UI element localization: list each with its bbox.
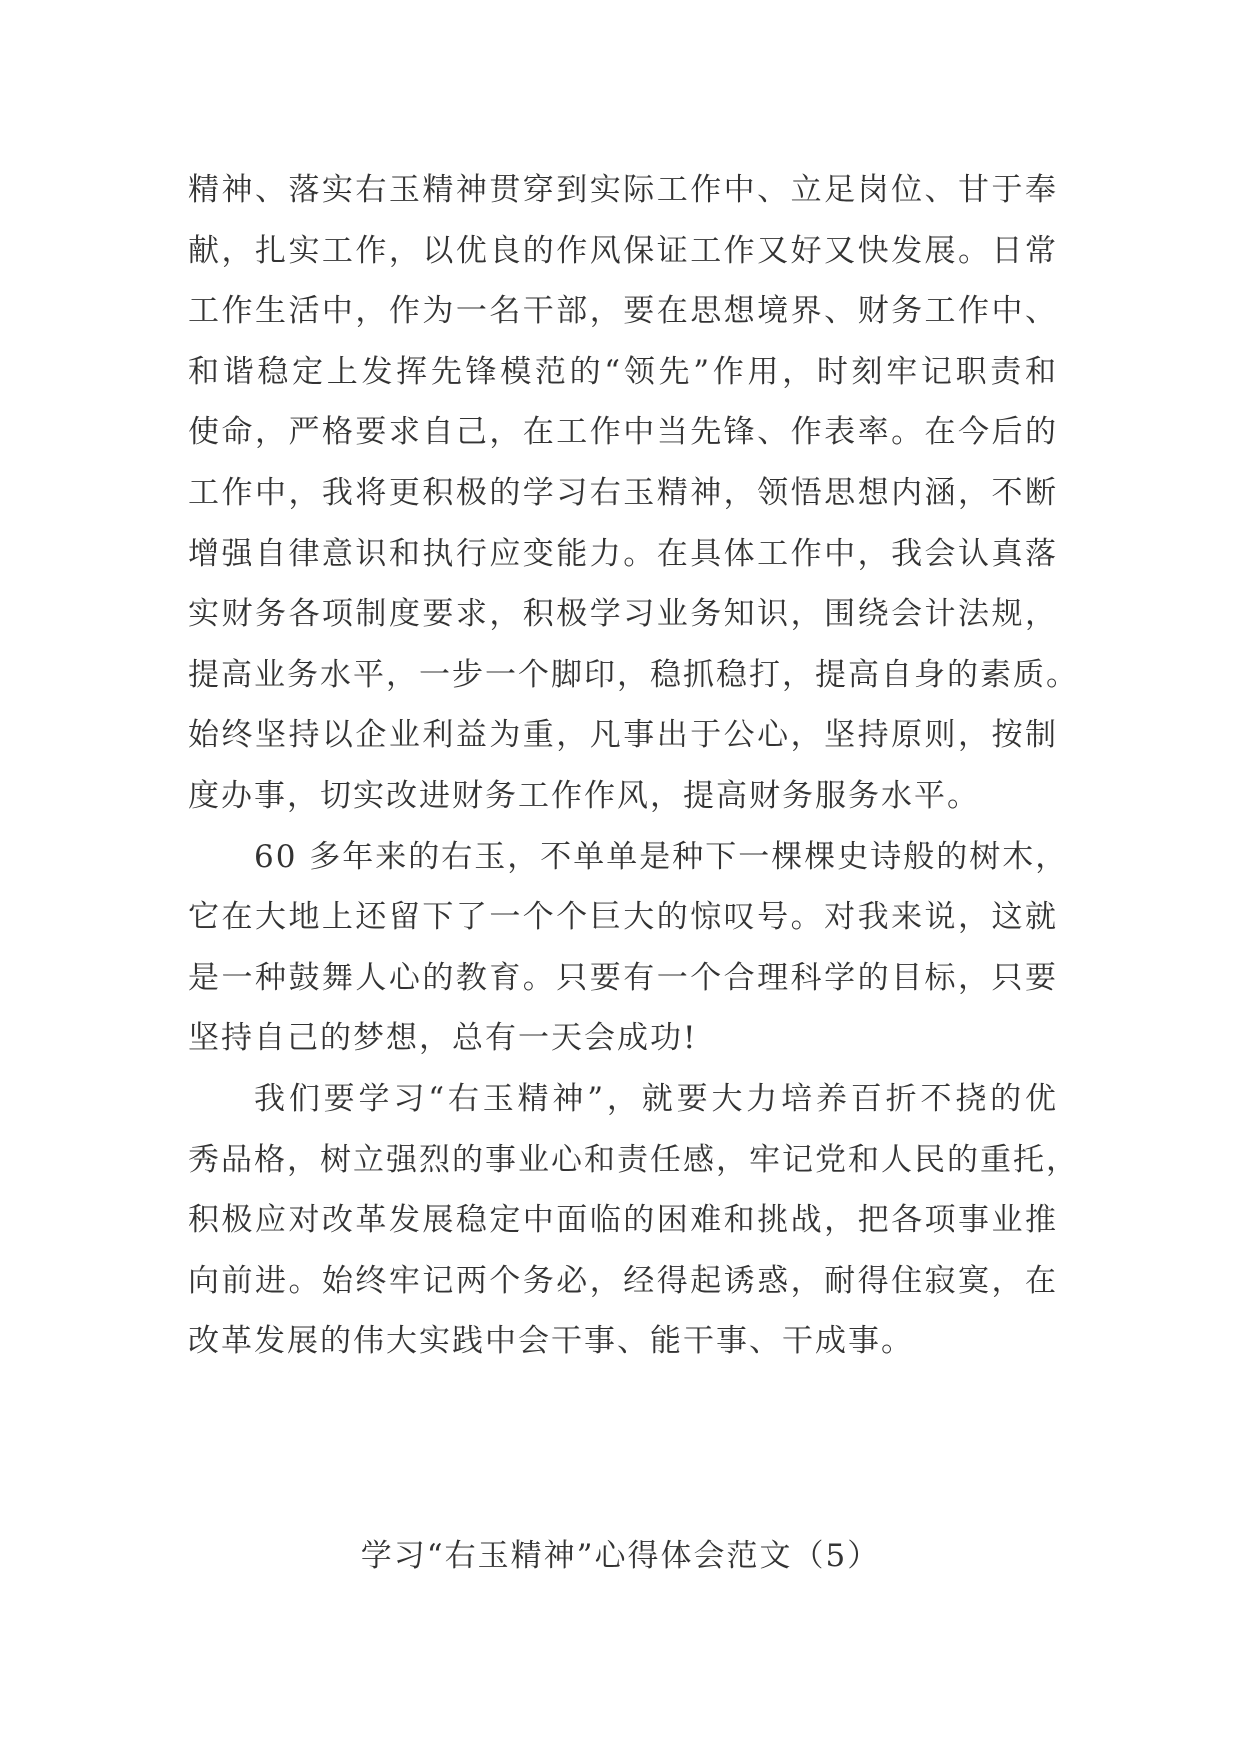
text-line: 60 多年来的右玉，不单单是种下一棵棵史诗般的树木， <box>254 838 1069 875</box>
text-line: 增强自律意识和执行应变能力。在具体工作中，我会认真落 <box>188 535 1058 572</box>
text-line: 积极应对改革发展稳定中面临的困难和挑战，把各项事业推 <box>188 1202 1058 1239</box>
text-line: 秀品格，树立强烈的事业心和责任感，牢记党和人民的重托， <box>188 1141 1079 1178</box>
text-line: 提高业务水平，一步一个脚印，稳抓稳打，提高自身的素质。 <box>188 656 1079 693</box>
text-line: 始终坚持以企业利益为重，凡事出于公心，坚持原则，按制 <box>188 717 1058 754</box>
text-line: 献，扎实工作，以优良的作风保证工作又好又快发展。日常 <box>188 232 1058 269</box>
text-line: 坚持自己的梦想，总有一天会成功! <box>188 1020 698 1057</box>
text-line: 和谐稳定上发挥先锋模范的“领先”作用，时刻牢记职责和 <box>188 353 1058 390</box>
paragraph <box>188 1069 1079 1372</box>
text-line: 我们要学习“右玉精神”，就要大力培养百折不挠的优 <box>254 1080 1058 1117</box>
text-line: 度办事，切实改进财务工作作风，提高财务服务水平。 <box>188 777 980 814</box>
text-line: 向前进。始终牢记两个务必，经得起诱惑，耐得住寂寞，在 <box>188 1262 1058 1299</box>
section-heading: 学习“右玉精神”心得体会范文（5） <box>360 1538 881 1574</box>
text-line: 工作中，我将更积极的学习右玉精神，领悟思想内涵，不断 <box>188 474 1058 511</box>
text-line: 使命，严格要求自己，在工作中当先锋、作表率。在今后的 <box>188 414 1058 451</box>
text-line: 实财务各项制度要求，积极学习业务知识，围绕会计法规， <box>188 596 1058 633</box>
text-line: 改革发展的伟大实践中会干事、能干事、干成事。 <box>188 1323 914 1360</box>
text-line: 精神、落实右玉精神贯穿到实际工作中、立足岗位、甘于奉 <box>188 172 1058 208</box>
paragraph <box>188 827 1069 1069</box>
body-text <box>188 160 1079 1372</box>
text-line: 是一种鼓舞人心的教育。只要有一个合理科学的目标，只要 <box>188 959 1058 996</box>
text-line: 它在大地上还留下了一个个巨大的惊叹号。对我来说，这就 <box>188 899 1058 936</box>
paragraph <box>188 160 1079 827</box>
text-line: 工作生活中，作为一名干部，要在思想境界、财务工作中、 <box>188 293 1058 330</box>
